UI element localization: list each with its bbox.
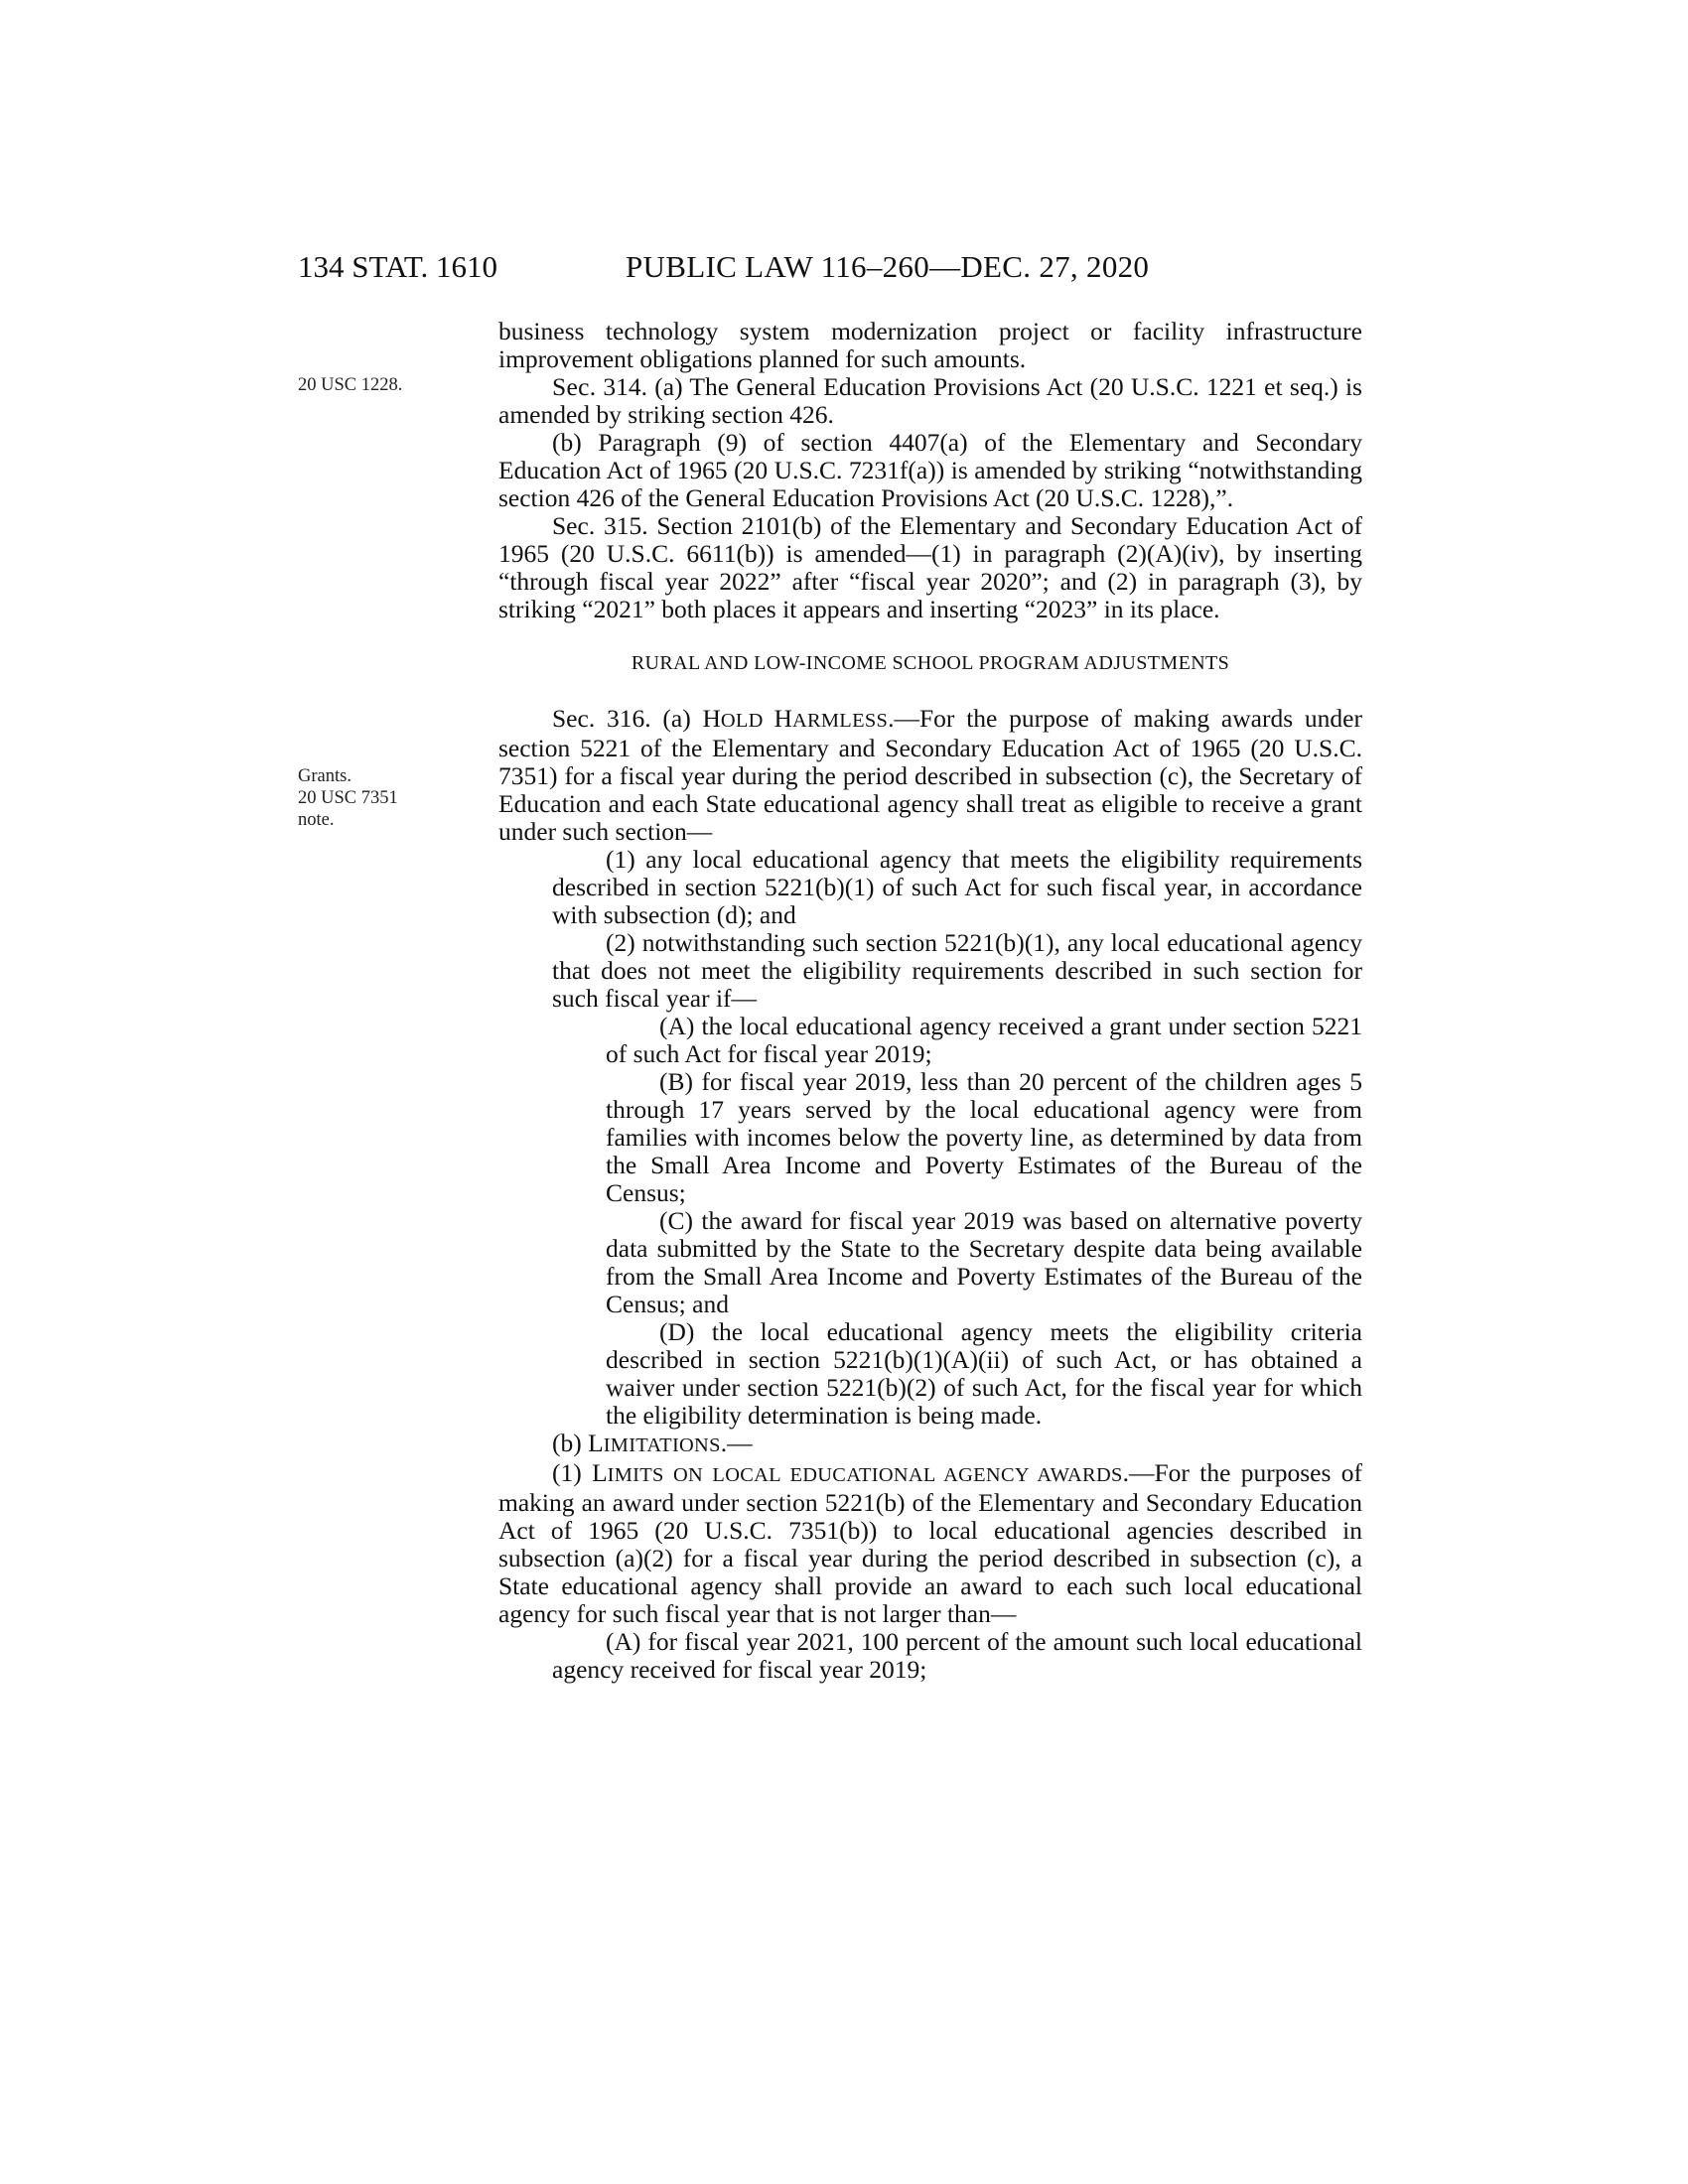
subparagraph-a2A: (A) the local educational agency received a grant under section 5221 of such Act for fiscal year 2019; (606, 1012, 1362, 1068)
section-316-a (498, 705, 1362, 846)
section-314-a (498, 373, 1362, 429)
margin-note-grants (298, 765, 398, 831)
subparagraph-b1A: (A) for fiscal year 2021, 100 percent of the amount such local educational agency received for fiscal year 2019; (552, 1627, 1362, 1684)
small-caps: ARMLESS (791, 710, 889, 732)
subparagraph-a2B: (B) for fiscal year 2019, less than 20 percent of the children ages 5 through 17 years served by the local educational agency were from families with incomes below the poverty line, as determined by data from the Small Area Income and Poverty Estimates of the Bureau of the Census; (606, 1067, 1362, 1207)
cap-letter: L (592, 1458, 608, 1487)
section-label: Sec (552, 372, 590, 401)
margin-note-text: 20 USC 1228. (298, 375, 403, 395)
margin-note-line: Grants. (298, 766, 352, 786)
cap-letter: H (702, 704, 721, 733)
section-label: Sec (552, 511, 589, 540)
subsection-heading-hold-harmless (702, 704, 888, 733)
margin-note-line: note. (298, 810, 335, 830)
margin-note-line: 20 USC 7351 (298, 788, 398, 808)
cap-letter: H (774, 704, 792, 733)
document-body (498, 318, 1362, 1684)
section-label: Sec (552, 704, 589, 733)
small-caps: IMITATIONS (603, 1434, 721, 1456)
paragraph-a1: (1) any local educational agency that meets the eligibility requirements described in section 5221(b)(1) of such Act for such fiscal year, in accordance with subsection (d); and (552, 845, 1362, 929)
dash: .— (720, 1429, 753, 1457)
cap-letter: L (588, 1429, 604, 1457)
paragraph-b1 (498, 1459, 1362, 1628)
section-315 (498, 512, 1362, 623)
section-315-text: . 315. Section 2101(b) of the Elementary and Secondary Education Act of 1965 (20 U.S.C. 6611(b)) is amended—(1) in paragraph (2)(A)(iv), by inserting “through fiscal year 2022” after “fiscal year 2020”; and (2) in paragraph (3), by striking “2021” both places it appears and inserting “2023” in its place. (498, 511, 1362, 623)
subparagraph-a2D: (D) the local educational agency meets the eligibility criteria described in section 5221(b)(1)(A)(ii) of such Act, or has obtained a waiver under section 5221(b)(2) of such Act, for the fiscal year for which the eligibility determination is being made. (606, 1317, 1362, 1430)
paragraph-label: (1) (552, 1458, 593, 1487)
section-314-a-text: . 314. (a) The General Education Provisions Act (20 U.S.C. 1221 et seq.) is amended by striking section 426. (498, 372, 1362, 429)
section-316-a-text: .—For the purpose of making awards under section 5221 of the Elementary and Secondary Education Act of 1965 (20 U.S.C. 7351) for a fiscal year during the period described in subsection (c), the Secretary of Education and each State educational agency shall treat as eligible to receive a grant under such section— (498, 704, 1362, 846)
section-316-lead: . 316. (a) (588, 704, 703, 733)
paragraph-a2: (2) notwithstanding such section 5221(b)(1), any local educational agency that does not meet the eligibility requirements described in such section for such fiscal year if— (552, 928, 1362, 1013)
section-heading: RURAL AND LOW-INCOME SCHOOL PROGRAM ADJUSTMENTS (631, 652, 1230, 674)
statute-page-number: 134 STAT. 1610 (298, 249, 498, 284)
small-caps: OLD (720, 710, 774, 732)
small-caps: IMITS ON LOCAL EDUCATIONAL AGENCY AWARDS (607, 1464, 1123, 1486)
subsection-b-heading (498, 1430, 1362, 1459)
margin-note-usc-1228 (298, 374, 402, 396)
section-314-b: (b) Paragraph (9) of section 4407(a) of the Elementary and Secondary Education Act of 1965 (20 U.S.C. 7231f(a)) is amended by striking “notwithstanding section 426 of the General Education Provisions Act (20 U.S.C. 1228),”. (498, 428, 1362, 512)
paragraph-continuation: business technology system modernization project or facility infrastructure improvement obligations planned for such amounts. (498, 317, 1362, 373)
public-law-title: PUBLIC LAW 116–260—DEC. 27, 2020 (626, 249, 1150, 284)
subsection-label: (b) (552, 1429, 589, 1457)
page-header (298, 245, 1400, 289)
subparagraph-a2C: (C) the award for fiscal year 2019 was based on alternative poverty data submitted by the State to the Secretary despite data being available from the Small Area Income and Poverty Estimates of the Bureau of the Census; and (606, 1206, 1362, 1318)
paragraph-b1-text: .—For the purposes of making an award under section 5221(b) of the Elementary and Secondary Education Act of 1965 (20 U.S.C. 7351(b)) to local educational agencies described in subsection (a)(2) for a fiscal year during the period described in subsection (c), a State educational agency shall provide an award to each such local educational agency for such fiscal year that is not larger than— (498, 1458, 1362, 1628)
